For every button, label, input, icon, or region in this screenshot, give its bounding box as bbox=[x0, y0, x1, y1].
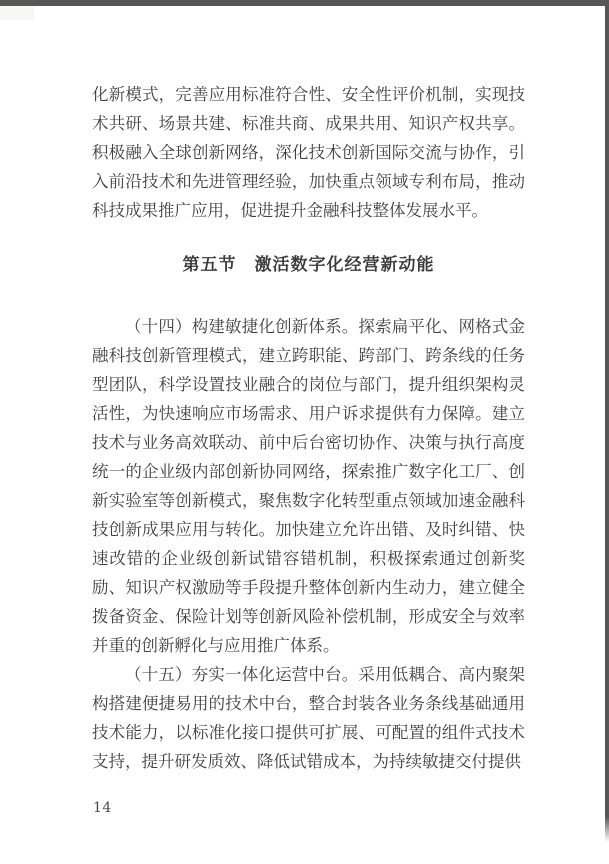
paragraph-continuation: 化新模式，完善应用标准符合性、安全性评价机制，实现技术共研、场景共建、标准共商、成果共用、知识产权共享。积极融入全球创新网络，深化技术创新国际交流与协作，引入前沿技术和先进管理经验，加快重点领域专利布局，推动科技成果推广应用，促进提升金融科技整体发展水平。 bbox=[92, 85, 525, 220]
page-number: 14 bbox=[93, 800, 112, 816]
scan-edge-right bbox=[605, 0, 609, 842]
scan-corner-artifact bbox=[0, 6, 34, 20]
scan-edge-top bbox=[0, 0, 609, 6]
section-heading: 第五节 激活数字化经营新动能 bbox=[182, 255, 435, 275]
paragraph-item-15: （十五）夯实一体化运营中台。采用低耦合、高内聚架构搭建便捷易用的技术中台，整合封装各业务条线基础通用技术能力，以标准化接口提供可扩展、可配置的组件式技术支持，提升研发质效、降低试错成本，为持续敏捷交付提供 bbox=[92, 665, 525, 771]
document-body bbox=[92, 80, 525, 776]
paragraph-item-14: （十四）构建敏捷化创新体系。探索扁平化、网格式金融科技创新管理模式，建立跨职能、跨部门、跨条线的任务型团队，科学设置技业融合的岗位与部门，提升组织架构灵活性，为快速响应市场需求、用户诉求提供有力保障。建立技术与业务高效联动、前中后台密切协作、决策与执行高度统一的企业级内部创新协同网络，探索推广数字化工厂、创新实验室等创新模式，聚焦数字化转型重点领域加速金融科技创新成果应用与转化。加快建立允许出错、及时纠错、快速改错的企业级创新试错容错机制，积极探索通过创新奖励、知识产权激励等手段提升整体创新内生动力，建立健全拨备资金、保险计划等创新风险补偿机制，形成安全与效率并重的创新孵化与应用推广体系。 bbox=[92, 317, 525, 655]
